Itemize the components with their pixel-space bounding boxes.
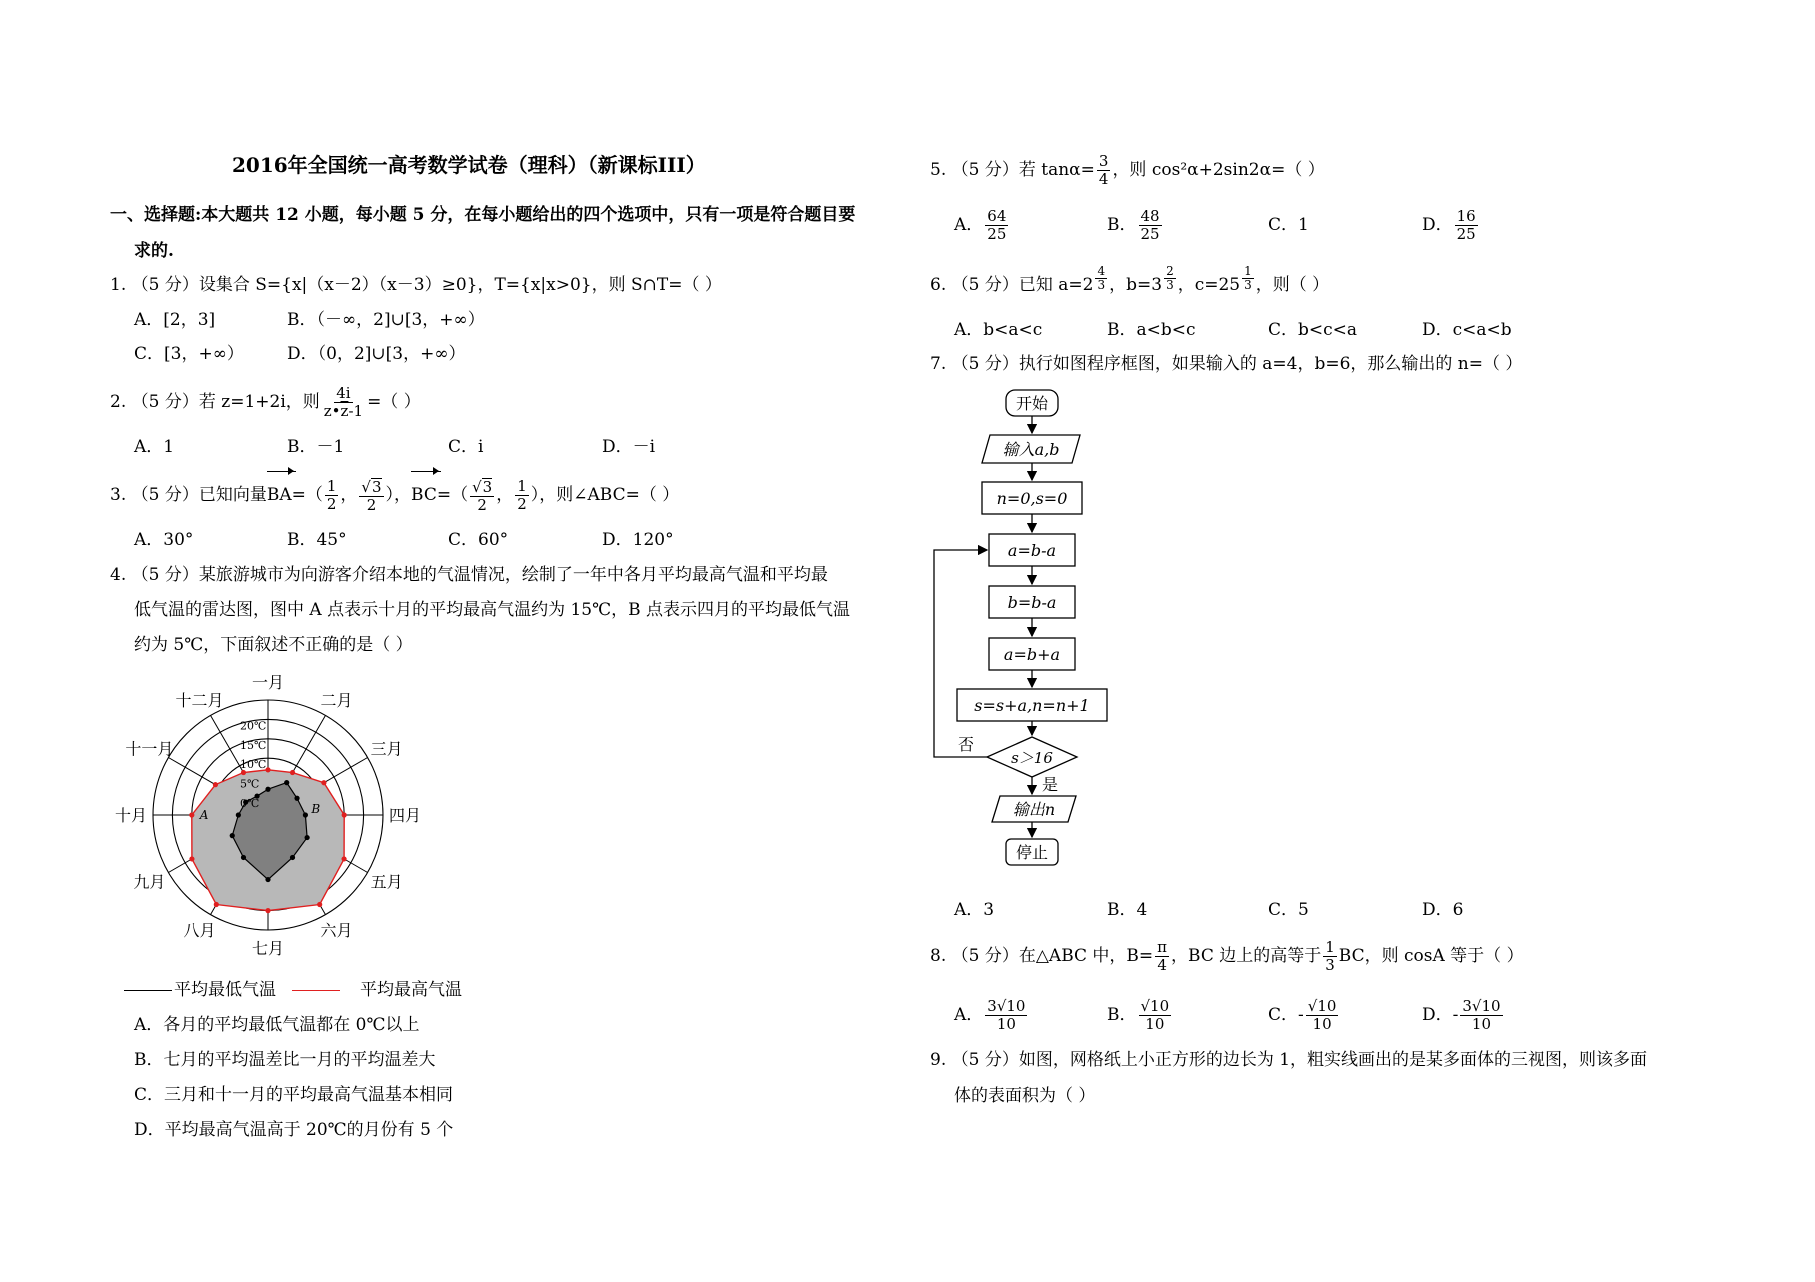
q6-c-exp: [1242, 265, 1254, 292]
radar-low-point: [290, 855, 295, 860]
q8-frac2-num: 1: [1325, 938, 1335, 956]
q4-line1: 4. （5 分）某旅游城市为向游客介绍本地的气温情况，绘制了一年中各月平均最高气温和平均最: [110, 565, 828, 585]
q8-post: BC，则 cosA 等于（ ）: [1338, 946, 1524, 966]
q6-b-base: 3: [1151, 275, 1163, 295]
q5-b-frac: [1139, 208, 1162, 243]
radar-low-point: [236, 812, 241, 817]
q3-frac1-den: 2: [326, 495, 337, 513]
q8-option-b: [1107, 993, 1173, 1037]
q2-num: 4i: [336, 384, 351, 402]
q6-option-a: A．b<a<c: [954, 320, 1043, 340]
q3-frac2: $\frac{√3}{2}$: [361, 477, 382, 514]
q6-post: ，则（ ）: [1255, 275, 1330, 295]
q8-c-num: √10: [1307, 997, 1337, 1015]
q5-b-label: B．: [1107, 215, 1137, 235]
radar-month-label: 七月: [251, 939, 285, 958]
q3-option-c: C．60°: [448, 530, 509, 550]
q3-frac3-num: 3: [482, 477, 493, 496]
q8-c-frac: [1306, 998, 1339, 1033]
legend-high-line: [292, 990, 340, 991]
radar-month-label: 九月: [133, 872, 166, 892]
radar-month-label: 三月: [370, 739, 403, 759]
q6-option-d: D．c<a<b: [1422, 320, 1512, 340]
q4-line2: 低气温的雷达图，图中 A 点表示十月的平均最高气温约为 15℃，B 点表示四月的平均最低气温: [134, 600, 851, 620]
q8-mid: ，BC 边上的高等于: [1171, 946, 1322, 966]
flow-no-label: 否: [957, 735, 975, 754]
radar-high-point: [321, 780, 326, 785]
radar-high-point: [342, 812, 347, 817]
q8-stem: [930, 935, 1524, 977]
q6-mid2: ，c=: [1177, 275, 1219, 295]
q5-a-label: A．: [954, 215, 984, 235]
radar-low-point: [305, 835, 310, 840]
radar-month-label: 十月: [114, 806, 148, 825]
q6-c-exp-num: 1: [1244, 264, 1252, 278]
q3-stem: [110, 474, 679, 516]
radar-month-label: 十二月: [175, 690, 224, 710]
legend-low-line: [124, 990, 172, 991]
q5-option-a: [954, 205, 1010, 245]
radar-month-label: 六月: [320, 921, 353, 941]
q2-post: =（ ）: [367, 392, 421, 412]
q8-a-frac: [985, 998, 1027, 1033]
q3-frac1-num: 1: [326, 477, 337, 495]
q2-fraction: [322, 385, 365, 420]
q2-option-b: B．－1: [287, 437, 345, 457]
section-heading-line2: 求的.: [134, 241, 174, 261]
q3-option-a: A．30°: [134, 530, 194, 550]
flow-yes-label: 是: [1041, 775, 1059, 794]
q5-option-d: [1422, 205, 1480, 245]
flow-step3-label: a=b+a: [1003, 645, 1061, 664]
q5-d-den: 25: [1456, 225, 1476, 243]
q5-a-frac: [985, 208, 1008, 243]
q8-b-label: B．: [1107, 1005, 1137, 1025]
q3-close2: ），则∠ABC=（ ）: [530, 485, 680, 505]
q2-stem: [110, 382, 421, 422]
q3-frac3: $\frac{√3}{2}$: [472, 477, 493, 514]
q1-option-c: C．[3，+∞）: [134, 344, 244, 364]
q3-close1: ），: [385, 485, 412, 505]
q6-c-exp-den: 3: [1244, 278, 1252, 292]
q8-d-num: 3√10: [1462, 997, 1501, 1015]
radar-low-point: [303, 812, 308, 817]
radar-high-point: [265, 908, 270, 913]
radar-ring-label: 20℃: [240, 719, 267, 733]
radar-month-label: 五月: [370, 872, 403, 892]
radar-low-point: [294, 796, 299, 801]
q1-option-b: B．（－∞，2]∪[3，+∞）: [287, 310, 485, 330]
q4-line3: 约为 5℃，下面叙述不正确的是（ ）: [134, 635, 413, 655]
q8-frac1-den: 4: [1157, 956, 1167, 974]
q5-d-num: 16: [1456, 207, 1476, 225]
q6-stem: [930, 265, 1329, 305]
q6-a-base: 2: [1082, 275, 1094, 295]
radar-month-label: 二月: [320, 690, 353, 710]
q6-b-exp-num: 2: [1166, 264, 1174, 278]
q3-comma1: ，: [340, 485, 358, 505]
q8-frac1: [1155, 939, 1169, 974]
q2-den-dot: •: [331, 402, 341, 420]
legend-high-label: 平均最高气温: [360, 980, 462, 1000]
radar-high-point: [214, 902, 219, 907]
q6-c-base: 25: [1218, 275, 1241, 295]
q5-a-num: 64: [987, 207, 1007, 225]
q5-option-b: [1107, 205, 1164, 245]
q3-frac4-num: 1: [517, 477, 527, 495]
q7-option-a: A．3: [954, 900, 995, 920]
flow-start-label: 开始: [1015, 394, 1049, 413]
q8-option-a: [954, 993, 1029, 1037]
q3-frac4-den: 2: [517, 495, 527, 513]
q5-a-den: 25: [987, 225, 1007, 243]
q8-frac1-num: π: [1157, 938, 1168, 956]
q2-option-d: D．－i: [602, 437, 656, 457]
vector-bc: BC: [411, 474, 437, 516]
q3-frac4: [515, 478, 529, 513]
radar-point-b-label: B: [311, 802, 321, 816]
q7-option-d: D．6: [1422, 900, 1464, 920]
flow-condition-label: s＞16: [1011, 749, 1053, 767]
q8-a-den: 10: [996, 1015, 1016, 1033]
q7-stem: 7. （5 分）执行如图程序框图，如果输入的 a=4，b=6，那么输出的 n=（ ）: [930, 354, 1523, 374]
q8-b-den: 10: [1145, 1015, 1165, 1033]
q8-a-num: 3√10: [987, 997, 1026, 1015]
q2-den-c: -1: [348, 402, 364, 420]
legend-low-label: 平均最低气温: [174, 980, 276, 1000]
q6-b-exp-den: 3: [1166, 278, 1174, 292]
q2-den-b: $\overline{z}$: [340, 402, 349, 420]
flowchart: [930, 385, 1130, 875]
q8-option-d: [1422, 993, 1505, 1037]
radar-low-point: [265, 877, 270, 882]
radar-ring-label: 15℃: [240, 738, 267, 752]
q5-frac-num: 3: [1098, 152, 1109, 170]
radar-high-point: [189, 812, 194, 817]
q8-d-label: D．-: [1422, 1005, 1459, 1025]
q8-frac2-den: 3: [1325, 956, 1335, 974]
q6-pre: 6. （5 分）已知 a=: [930, 275, 1083, 295]
radar-high-point: [290, 770, 295, 775]
q3-option-b: B．45°: [287, 530, 347, 550]
radar-high-point: [341, 856, 346, 861]
flow-stop-label: 停止: [1015, 843, 1049, 862]
radar-chart: [110, 665, 490, 975]
q6-a-exp: [1095, 265, 1107, 292]
q5-option-c: C．1: [1268, 215, 1309, 235]
q5-post: ，则 cos²α+2sin2α=（ ）: [1112, 160, 1325, 180]
q5-d-label: D．: [1422, 215, 1453, 235]
q8-b-frac: [1139, 998, 1172, 1033]
radar-ring-label: 0℃: [240, 797, 260, 810]
q3-frac1: [325, 478, 339, 513]
radar-low-point: [230, 833, 235, 838]
radar-low-point: [284, 780, 289, 785]
q8-c-label: C．-: [1268, 1005, 1304, 1025]
q5-b-num: 48: [1140, 207, 1160, 225]
radar-high-point: [317, 902, 322, 907]
q6-a-exp-den: 3: [1097, 278, 1106, 292]
q5-pre: 5. （5 分）若 tanα=: [930, 160, 1095, 180]
section-heading-line1: 一、选择题:本大题共 12 小题，每小题 5 分，在每小题给出的四个选项中，只有一项是符合题目要: [110, 205, 856, 225]
q2-den-a: z: [323, 402, 332, 420]
q3-frac2-num: 3: [371, 477, 382, 496]
q9-line2: 体的表面积为（ ）: [954, 1086, 1096, 1106]
q8-d-den: 10: [1471, 1015, 1492, 1033]
q8-frac2: [1323, 939, 1337, 974]
q2-pre: 2. （5 分）若 z=1+2i，则: [110, 392, 320, 412]
radar-low-point: [241, 855, 246, 860]
q3-comma2: ，: [496, 485, 514, 505]
vector-ba: BA: [267, 474, 292, 516]
radar-ring-label: 5℃: [240, 777, 260, 791]
q5-frac-den: 4: [1098, 170, 1109, 188]
q6-option-c: C．b<c<a: [1268, 320, 1358, 340]
q8-option-c: [1268, 993, 1340, 1037]
q3-option-d: D．120°: [602, 530, 674, 550]
q6-b-exp: [1164, 265, 1176, 292]
q9-line1: 9. （5 分）如图，网格纸上小正方形的边长为 1，粗实线画出的是某多面体的三视图，则该多面: [930, 1050, 1648, 1070]
q1-option-a: A．[2，3]: [134, 310, 216, 330]
q5-b-den: 25: [1140, 225, 1160, 243]
radar-legend: [124, 980, 464, 1000]
flow-init-label: n=0,s=0: [996, 489, 1068, 508]
q5-stem: [930, 150, 1325, 190]
q3-frac3-den: 2: [477, 495, 487, 514]
q1-option-d: D．（0，2]∪[3，+∞）: [287, 344, 466, 364]
flow-step2-label: b=b-a: [1007, 593, 1057, 612]
q1-stem: 1. （5 分）设集合 S={x|（x－2）（x－3）≥0}，T={x|x>0}，则 S∩T=（ ）: [110, 275, 722, 295]
q8-c-den: 10: [1312, 1015, 1332, 1033]
radar-month-label: 四月: [388, 806, 422, 825]
q7-option-b: B．4: [1107, 900, 1148, 920]
q3-eq2: =（: [436, 485, 469, 505]
flow-step4-label: s=s+a,n=n+1: [974, 696, 1090, 715]
q8-d-frac: [1460, 998, 1502, 1033]
radar-month-label: 一月: [251, 673, 285, 692]
q4-option-c: C．三月和十一月的平均最高气温基本相同: [134, 1085, 454, 1105]
q4-option-b: B．七月的平均温差比一月的平均温差大: [134, 1050, 436, 1070]
q6-mid1: ，b=: [1109, 275, 1152, 295]
q8-b-num: √10: [1140, 997, 1170, 1015]
radar-high-point: [189, 856, 194, 861]
q8-a-label: A．: [954, 1005, 984, 1025]
q6-option-b: B．a<b<c: [1107, 320, 1196, 340]
radar-ring-label: 10℃: [240, 758, 267, 772]
flow-input-label: 输入a,b: [1002, 440, 1060, 459]
q6-a-exp-num: 4: [1097, 264, 1106, 278]
radar-high-point: [213, 782, 218, 787]
radar-point-a-label: A: [199, 808, 209, 822]
q3-frac2-den: 2: [366, 495, 377, 514]
radar-month-label: 十一月: [125, 739, 174, 759]
q5-frac: [1097, 153, 1111, 188]
q2-option-a: A．1: [134, 437, 175, 457]
flow-step1-label: a=b-a: [1007, 541, 1057, 560]
q3-pre: 3. （5 分）已知向量: [110, 485, 267, 505]
q4-option-a: A．各月的平均最低气温都在 0℃以上: [134, 1015, 420, 1035]
q5-d-frac: [1455, 208, 1478, 243]
q8-pre: 8. （5 分）在△ABC 中，B=: [930, 946, 1154, 966]
q2-option-c: C．i: [448, 437, 484, 457]
q7-option-c: C．5: [1268, 900, 1309, 920]
q4-option-d: D．平均最高气温高于 20℃的月份有 5 个: [134, 1120, 454, 1140]
radar-low-point: [265, 787, 270, 792]
q3-eq1: =（: [291, 485, 323, 505]
radar-month-label: 八月: [183, 921, 216, 941]
flow-output-label: 输出n: [1012, 800, 1056, 819]
page-title: 2016年全国统一高考数学试卷（理科）（新课标III）: [232, 153, 706, 177]
